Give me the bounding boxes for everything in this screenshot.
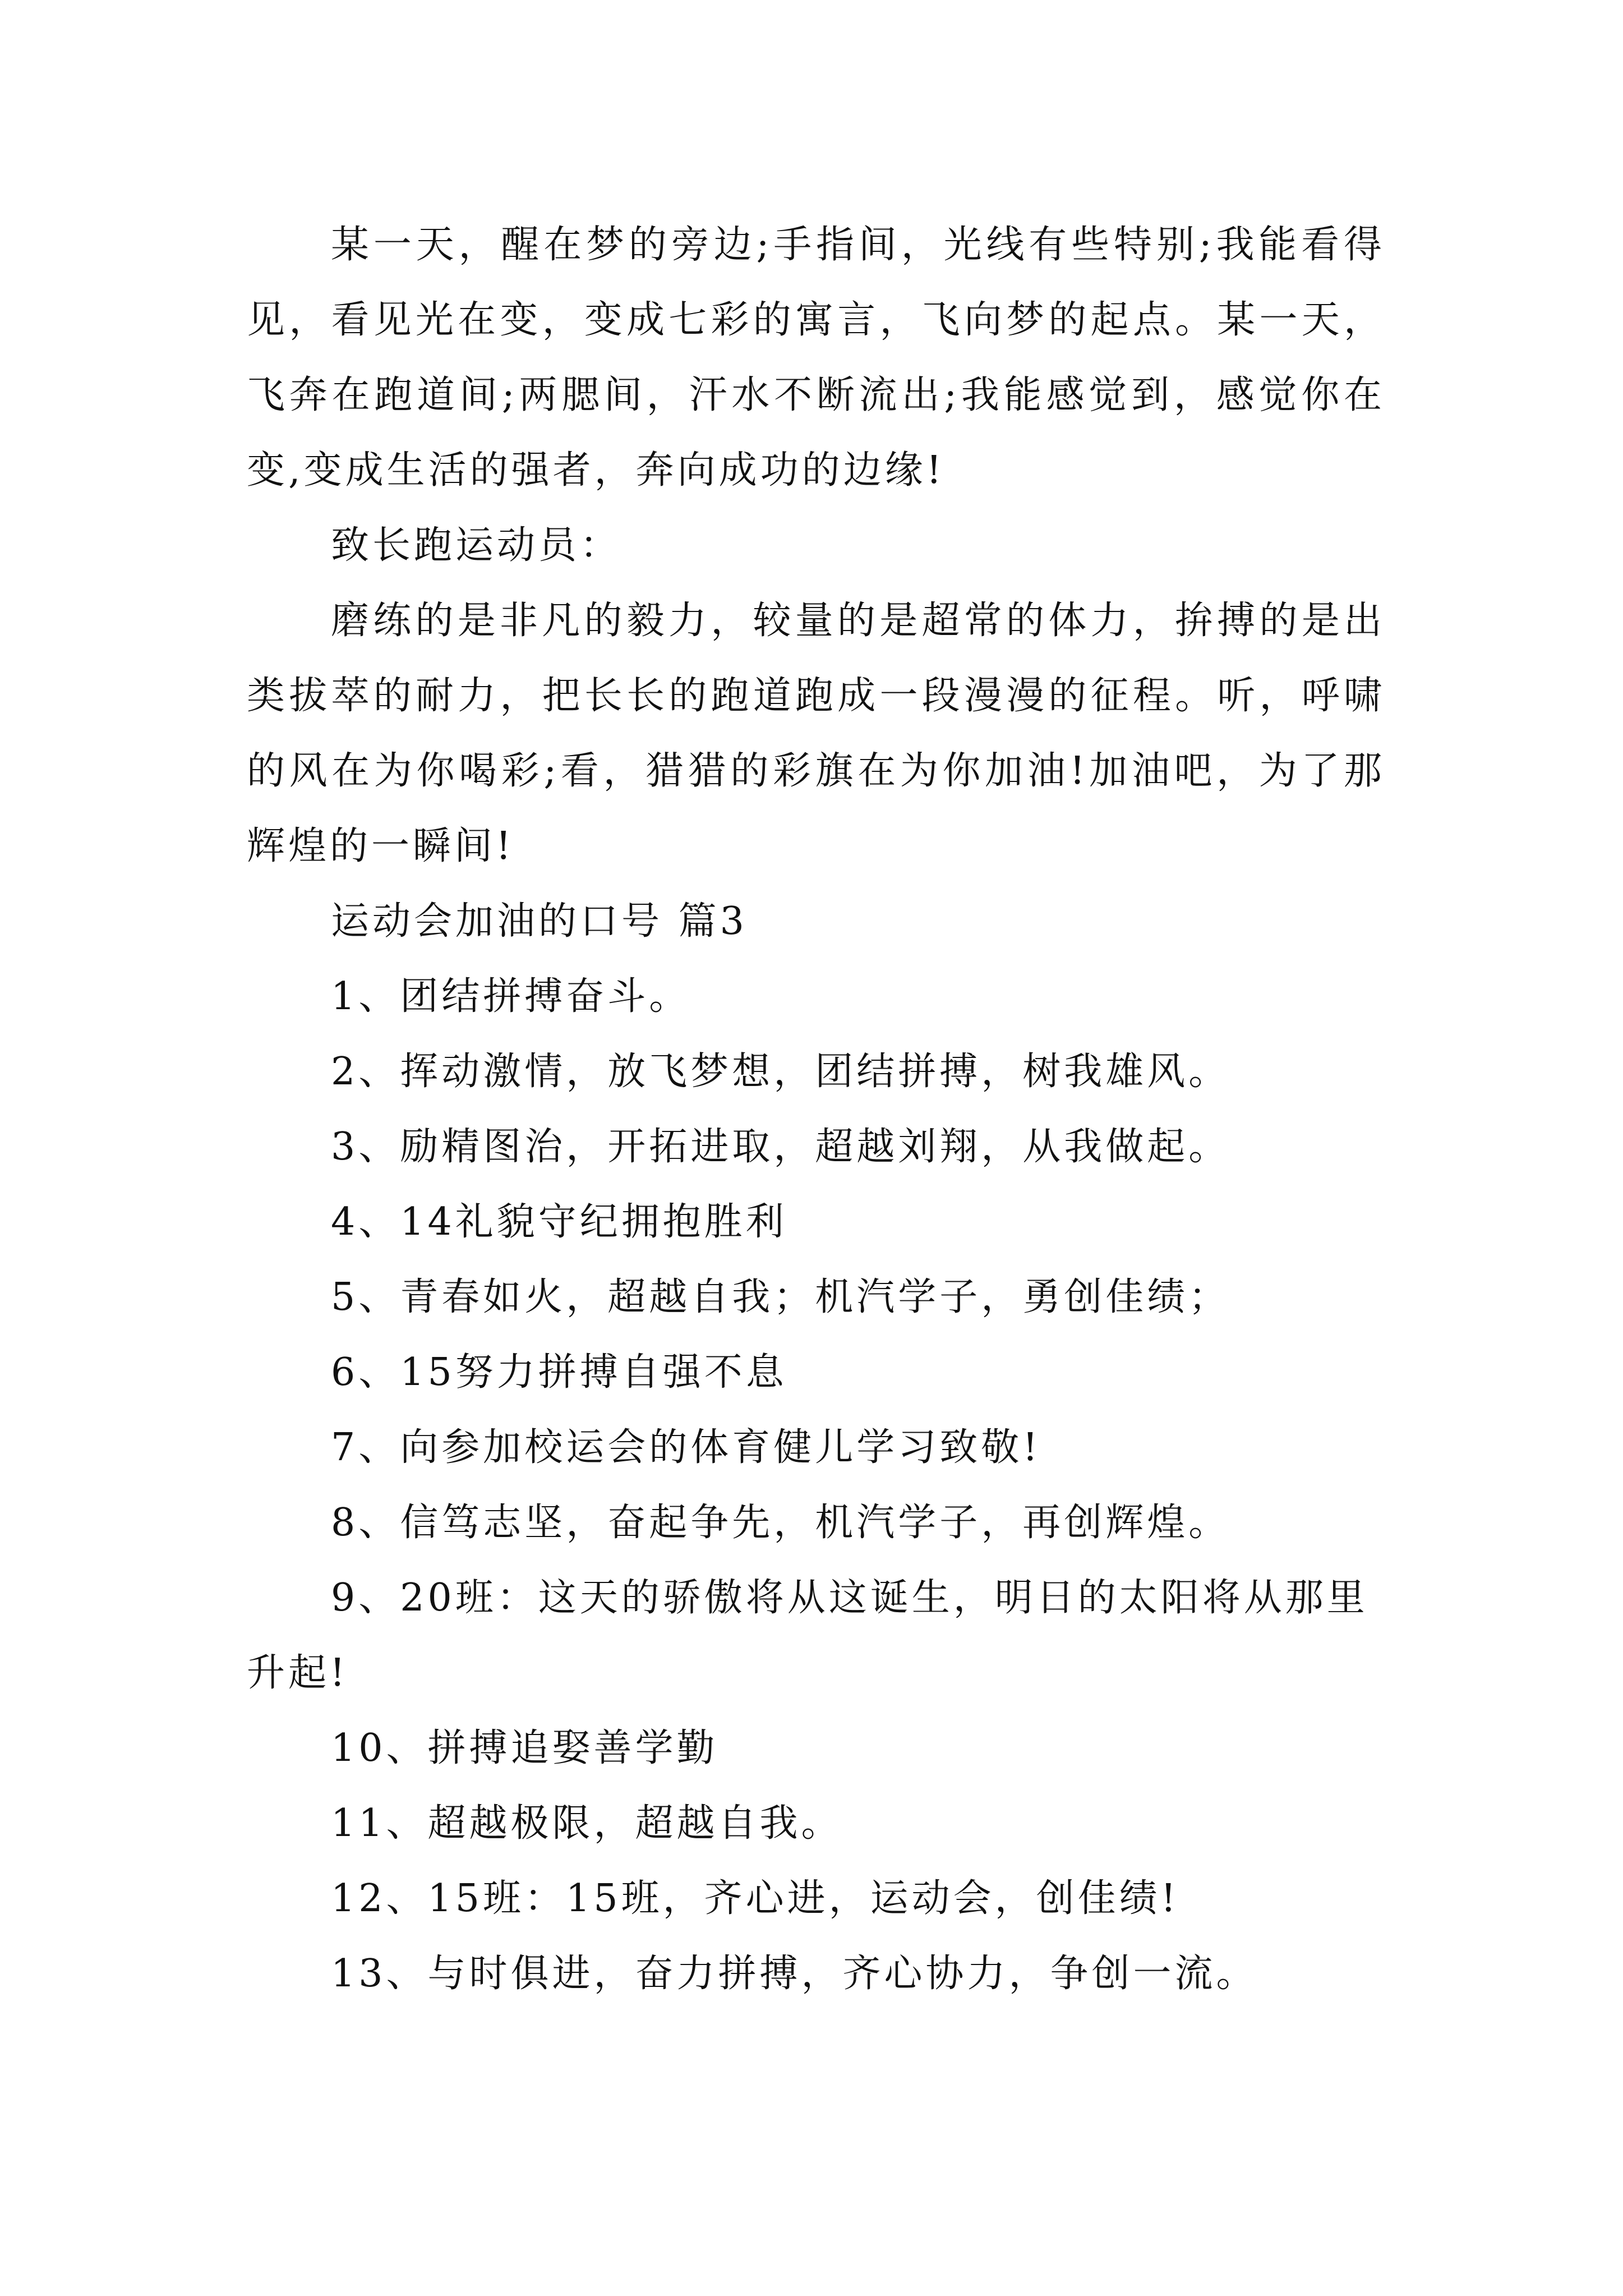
document-body <box>247 208 1385 2012</box>
slogan-item: 3、励精图治，开拓进取，超越刘翔，从我做起。 <box>331 1125 1230 1169</box>
slogan-item: 5、青春如火，超越自我；机汽学子，勇创佳绩； <box>331 1275 1230 1319</box>
slogan-item: 2、挥动激情，放飞梦想，团结拼搏，树我雄风。 <box>331 1050 1230 1094</box>
slogan-item: 7、向参加校运会的体育健儿学习致敬! <box>331 1425 1041 1470</box>
paragraph-dream: 某一天，醒在梦的旁边;手指间，光线有些特别;我能看得见，看见光在变，变成七彩的寓言，飞向梦的起点。某一天，飞奔在跑道间;两腮间，汗水不断流出;我能感觉到，感觉你在变,变成生活的强者，奔向成功的边缘! <box>247 223 1385 493</box>
slogan-item: 1、团结拼搏奋斗。 <box>331 974 691 1019</box>
slogan-item: 8、信笃志坚，奋起争先，机汽学子，再创辉煌。 <box>331 1501 1230 1545</box>
slogan-item: 11、超越极限，超越自我。 <box>331 1801 843 1846</box>
slogan-item: 10、拼搏追娶善学勤 <box>331 1726 718 1770</box>
slogan-item: 13、与时俱进，奋力拼搏，齐心协力，争创一流。 <box>331 1952 1258 1996</box>
slogan-item: 12、15班：15班，齐心进，运动会，创佳绩! <box>331 1876 1179 1921</box>
slogan-item: 9、20班：这天的骄傲将从这诞生，明日的太阳将从那里升起! <box>247 1576 1368 1695</box>
heading-long-distance-runner: 致长跑运动员： <box>331 523 622 568</box>
section-title: 运动会加油的口号 篇3 <box>331 899 748 944</box>
paragraph-runner-cheer: 磨练的是非凡的毅力，较量的是超常的体力，拚搏的是出类拔萃的耐力，把长长的跑道跑成一段漫漫的征程。听，呼啸的风在为你喝彩;看，猎猎的彩旗在为你加油!加油吧，为了那辉煌的一瞬间! <box>247 599 1385 868</box>
slogan-item: 6、15努力拼搏自强不息 <box>331 1350 787 1395</box>
slogan-item: 4、14礼貌守纪拥抱胜利 <box>331 1200 787 1244</box>
